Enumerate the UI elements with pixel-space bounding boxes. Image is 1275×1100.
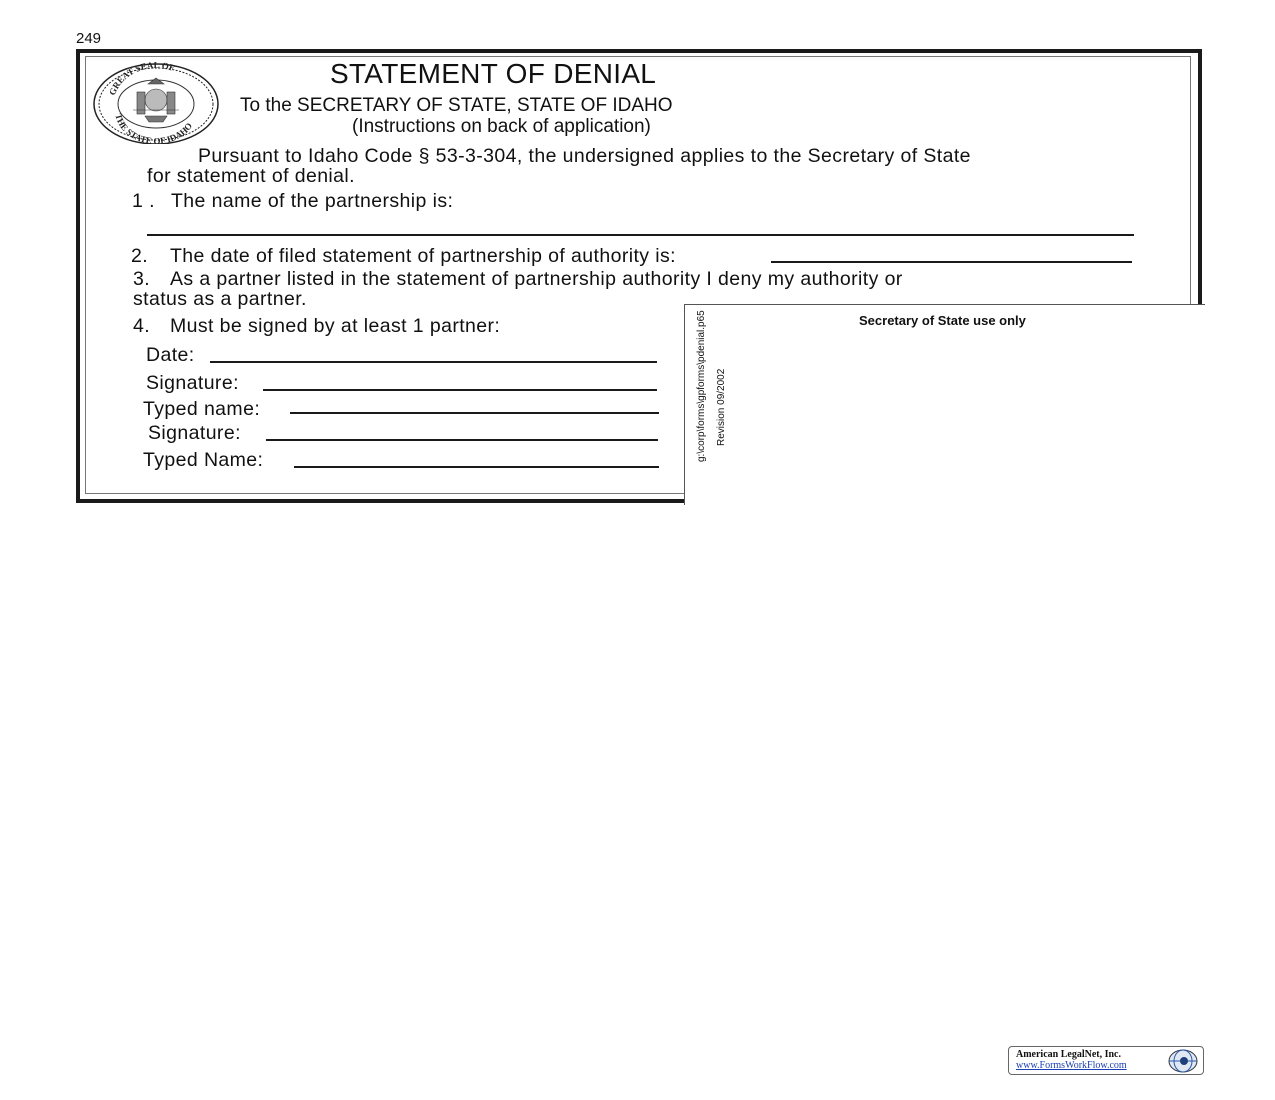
secretary-of-state-use-box [684,304,1205,505]
date-label: Date: [146,344,195,366]
badge-url-link[interactable]: www.FormsWorkFlow.com [1016,1060,1127,1071]
typed-name-2-label: Typed Name: [143,449,264,471]
page-number: 249 [76,30,102,47]
globe-logo-icon [1165,1049,1199,1073]
intro-line-1: Pursuant to Idaho Code § 53-3-304, the undersigned applies to the Secretary of State [198,145,971,167]
revision-note: Revision 09/2002 [716,368,727,446]
typed-name-1-field[interactable] [290,412,659,414]
item-3-line-2: status as a partner. [133,288,307,310]
american-legalnet-badge[interactable] [1008,1046,1204,1075]
item-2-label: The date of filed statement of partnership of authority is: [170,245,676,267]
seal-text-top: GREAT SEAL OF [106,62,176,97]
typed-name-2-field[interactable] [294,466,659,468]
item-4-label: Must be signed by at least 1 partner: [170,315,501,337]
signature-2-label: Signature: [148,422,241,444]
item-4-number: 4. [133,315,151,337]
filed-date-field[interactable] [771,261,1132,263]
item-3-line-1: As a partner listed in the statement of partnership authority I deny my authority or [170,268,903,290]
signature-1-field[interactable] [263,389,657,391]
form-recipient: To the SECRETARY OF STATE, STATE OF IDAHO [240,95,673,116]
date-field[interactable] [210,361,657,363]
item-1-label: The name of the partnership is: [171,190,454,212]
seal-text-bottom: THE STATE OF IDAHO [113,112,195,144]
typed-name-1-label: Typed name: [143,398,261,420]
badge-company-name: American LegalNet, Inc. [1016,1049,1121,1060]
idaho-state-seal-icon [93,62,219,144]
intro-line-2: for statement of denial. [147,165,355,187]
item-3-number: 3. [133,268,151,290]
form-instructions-note: (Instructions on back of application) [352,116,651,137]
signature-1-label: Signature: [146,372,239,394]
item-2-number: 2. [131,245,149,267]
partnership-name-field[interactable] [147,234,1134,236]
form-title: STATEMENT OF DENIAL [330,58,657,89]
item-1-number: 1 . [132,190,155,212]
signature-2-field[interactable] [266,439,658,441]
secretary-of-state-use-label: Secretary of State use only [859,313,1026,328]
file-path-note: g:\corp\forms\gpforms\pdenial.p65 [696,310,707,462]
